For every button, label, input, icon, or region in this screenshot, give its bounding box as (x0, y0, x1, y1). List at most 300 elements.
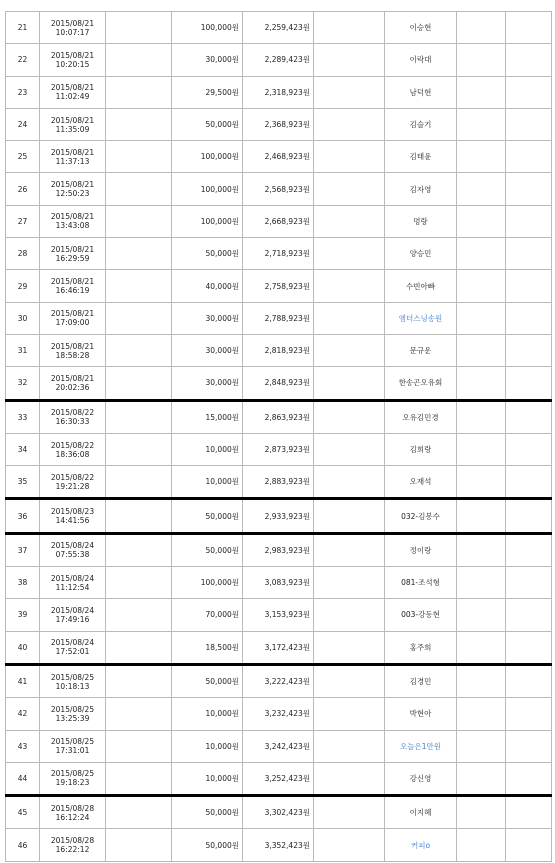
depositor-name-cell: 정이랑 (385, 533, 457, 566)
time-text: 17:09:00 (55, 318, 90, 328)
empty-cell (506, 76, 552, 108)
balance-cell: 3,232,423원 (243, 698, 314, 730)
empty-cell (314, 334, 385, 366)
table-row (6, 631, 552, 664)
row-number-cell: 36 (6, 499, 40, 533)
datetime-cell (40, 664, 106, 697)
depositor-name-cell: 박현아 (385, 698, 457, 730)
datetime-cell (40, 400, 106, 433)
empty-cell (457, 698, 506, 730)
empty-cell (106, 829, 172, 861)
balance-cell: 2,289,423원 (243, 44, 314, 76)
empty-cell (506, 302, 552, 334)
empty-cell (457, 829, 506, 861)
date-text: 2015/08/22 (50, 440, 95, 450)
row-number-cell: 32 (6, 367, 40, 400)
datetime-cell (40, 367, 106, 400)
datetime-cell (40, 108, 106, 140)
amount-cell: 100,000원 (172, 567, 243, 599)
empty-cell (314, 44, 385, 76)
empty-cell (314, 400, 385, 433)
row-number-cell: 26 (6, 173, 40, 205)
empty-cell (506, 762, 552, 795)
empty-cell (506, 205, 552, 237)
time-text: 17:31:01 (55, 746, 90, 756)
row-number-cell: 37 (6, 533, 40, 566)
empty-cell (106, 433, 172, 465)
row-number-cell: 34 (6, 433, 40, 465)
time-text: 10:18:13 (55, 681, 90, 691)
empty-cell (106, 631, 172, 664)
empty-cell (457, 205, 506, 237)
empty-cell (314, 631, 385, 664)
empty-cell (506, 796, 552, 829)
balance-cell: 2,848,923원 (243, 367, 314, 400)
table-row (6, 567, 552, 599)
datetime-cell (40, 567, 106, 599)
empty-cell (314, 238, 385, 270)
balance-cell: 2,933,923원 (243, 499, 314, 533)
depositor-name-cell: 커피o (385, 829, 457, 861)
empty-cell (506, 499, 552, 533)
balance-cell: 2,818,923원 (243, 334, 314, 366)
table-row (6, 698, 552, 730)
empty-cell (506, 829, 552, 861)
depositor-name-cell: 003-강동현 (385, 599, 457, 631)
row-number-cell: 46 (6, 829, 40, 861)
empty-cell (506, 567, 552, 599)
amount-cell: 50,000원 (172, 108, 243, 140)
amount-cell: 50,000원 (172, 499, 243, 533)
empty-cell (314, 533, 385, 566)
empty-cell (314, 762, 385, 795)
empty-cell (106, 141, 172, 173)
date-text: 2015/08/25 (50, 672, 95, 682)
datetime-cell (40, 44, 106, 76)
amount-cell: 50,000원 (172, 796, 243, 829)
time-text: 16:46:19 (55, 286, 90, 296)
amount-cell: 10,000원 (172, 762, 243, 795)
empty-cell (457, 302, 506, 334)
empty-cell (106, 76, 172, 108)
empty-cell (106, 238, 172, 270)
datetime-cell (40, 599, 106, 631)
time-text: 19:18:23 (55, 778, 90, 788)
empty-cell (506, 238, 552, 270)
empty-cell (457, 270, 506, 302)
balance-cell: 3,172,423원 (243, 631, 314, 664)
time-text: 11:02:49 (55, 92, 90, 102)
date-text: 2015/08/21 (50, 180, 95, 190)
table-row (6, 433, 552, 465)
balance-cell: 2,568,923원 (243, 173, 314, 205)
empty-cell (457, 664, 506, 697)
amount-cell: 50,000원 (172, 664, 243, 697)
time-text: 16:29:59 (55, 253, 90, 263)
depositor-name-cell: 김희랑 (385, 433, 457, 465)
table-row (6, 599, 552, 631)
table-row (6, 12, 552, 44)
empty-cell (106, 173, 172, 205)
empty-cell (314, 76, 385, 108)
balance-cell: 2,758,923원 (243, 270, 314, 302)
time-text: 20:02:36 (55, 382, 90, 392)
depositor-name-cell: 이락대 (385, 44, 457, 76)
time-text: 18:36:08 (55, 449, 90, 459)
table-row (6, 499, 552, 533)
depositor-name-cell: 멍랑 (385, 205, 457, 237)
amount-cell: 70,000원 (172, 599, 243, 631)
empty-cell (314, 367, 385, 400)
date-text: 2015/08/21 (50, 18, 95, 28)
empty-cell (106, 567, 172, 599)
datetime-cell (40, 76, 106, 108)
empty-cell (457, 12, 506, 44)
date-text: 2015/08/24 (50, 638, 95, 648)
time-text: 10:07:17 (55, 27, 90, 37)
empty-cell (314, 141, 385, 173)
date-text: 2015/08/21 (50, 277, 95, 287)
amount-cell: 30,000원 (172, 44, 243, 76)
amount-cell: 18,500원 (172, 631, 243, 664)
depositor-name-cell: 한송곤오유회 (385, 367, 457, 400)
balance-cell: 2,368,923원 (243, 108, 314, 140)
datetime-cell (40, 12, 106, 44)
depositor-name-cell: 수빈아빠 (385, 270, 457, 302)
date-text: 2015/08/25 (50, 704, 95, 714)
date-text: 2015/08/22 (50, 472, 95, 482)
row-number-cell: 43 (6, 730, 40, 762)
row-number-cell: 40 (6, 631, 40, 664)
empty-cell (457, 730, 506, 762)
table-row (6, 205, 552, 237)
empty-cell (506, 44, 552, 76)
empty-cell (506, 108, 552, 140)
date-text: 2015/08/24 (50, 541, 95, 551)
balance-cell: 3,252,423원 (243, 762, 314, 795)
datetime-cell (40, 499, 106, 533)
balance-cell: 3,242,423원 (243, 730, 314, 762)
empty-cell (506, 141, 552, 173)
row-number-cell: 44 (6, 762, 40, 795)
empty-cell (106, 664, 172, 697)
date-text: 2015/08/21 (50, 309, 95, 319)
time-text: 13:25:39 (55, 713, 90, 723)
time-text: 13:43:08 (55, 221, 90, 231)
balance-cell: 3,222,423원 (243, 664, 314, 697)
amount-cell: 10,000원 (172, 466, 243, 499)
row-number-cell: 42 (6, 698, 40, 730)
empty-cell (457, 108, 506, 140)
empty-cell (506, 12, 552, 44)
empty-cell (506, 433, 552, 465)
amount-cell: 30,000원 (172, 367, 243, 400)
table-row (6, 730, 552, 762)
depositor-name-cell: 032-김봉수 (385, 499, 457, 533)
datetime-cell (40, 533, 106, 566)
depositor-name-cell: 오유김민경 (385, 400, 457, 433)
empty-cell (106, 762, 172, 795)
amount-cell: 10,000원 (172, 698, 243, 730)
balance-cell: 2,718,923원 (243, 238, 314, 270)
row-number-cell: 28 (6, 238, 40, 270)
row-number-cell: 38 (6, 567, 40, 599)
table-row (6, 367, 552, 400)
empty-cell (506, 334, 552, 366)
date-text: 2015/08/23 (50, 507, 95, 517)
depositor-name-cell: 김경민 (385, 664, 457, 697)
empty-cell (314, 466, 385, 499)
row-number-cell: 22 (6, 44, 40, 76)
empty-cell (506, 698, 552, 730)
empty-cell (106, 367, 172, 400)
table-row (6, 829, 552, 861)
depositor-name-cell: 양승민 (385, 238, 457, 270)
balance-cell: 3,153,923원 (243, 599, 314, 631)
table-row (6, 533, 552, 566)
date-text: 2015/08/21 (50, 50, 95, 60)
empty-cell (314, 664, 385, 697)
time-text: 11:37:13 (55, 156, 90, 166)
empty-cell (506, 599, 552, 631)
empty-cell (106, 533, 172, 566)
balance-cell: 2,983,923원 (243, 533, 314, 566)
datetime-cell (40, 173, 106, 205)
table-row (6, 141, 552, 173)
empty-cell (314, 173, 385, 205)
table-row (6, 76, 552, 108)
empty-cell (457, 400, 506, 433)
row-number-cell: 30 (6, 302, 40, 334)
depositor-name-cell: 엠더스닝송원 (385, 302, 457, 334)
empty-cell (457, 367, 506, 400)
date-text: 2015/08/25 (50, 737, 95, 747)
empty-cell (457, 796, 506, 829)
empty-cell (506, 466, 552, 499)
amount-cell: 50,000원 (172, 829, 243, 861)
empty-cell (314, 108, 385, 140)
empty-cell (506, 270, 552, 302)
empty-cell (457, 567, 506, 599)
table-row (6, 173, 552, 205)
datetime-cell (40, 433, 106, 465)
datetime-cell (40, 302, 106, 334)
empty-cell (314, 698, 385, 730)
depositor-name-cell: 김슬기 (385, 108, 457, 140)
row-number-cell: 21 (6, 12, 40, 44)
table-row (6, 270, 552, 302)
row-number-cell: 25 (6, 141, 40, 173)
time-text: 19:21:28 (55, 481, 90, 491)
empty-cell (506, 533, 552, 566)
datetime-cell (40, 334, 106, 366)
empty-cell (106, 599, 172, 631)
date-text: 2015/08/24 (50, 573, 95, 583)
datetime-cell (40, 829, 106, 861)
empty-cell (106, 302, 172, 334)
date-text: 2015/08/21 (50, 244, 95, 254)
table-row (6, 796, 552, 829)
table-row (6, 400, 552, 433)
datetime-cell (40, 796, 106, 829)
row-number-cell: 35 (6, 466, 40, 499)
row-number-cell: 45 (6, 796, 40, 829)
empty-cell (106, 334, 172, 366)
table-row (6, 334, 552, 366)
row-number-cell: 33 (6, 400, 40, 433)
datetime-cell (40, 238, 106, 270)
donation-ledger-table (5, 11, 552, 862)
empty-cell (314, 270, 385, 302)
depositor-name-cell: 홍주희 (385, 631, 457, 664)
time-text: 12:50:23 (55, 189, 90, 199)
time-text: 07:55:38 (55, 550, 90, 560)
time-text: 10:20:15 (55, 59, 90, 69)
empty-cell (506, 367, 552, 400)
empty-cell (506, 400, 552, 433)
depositor-name-cell: 강신영 (385, 762, 457, 795)
empty-cell (314, 433, 385, 465)
amount-cell: 15,000원 (172, 400, 243, 433)
empty-cell (314, 829, 385, 861)
empty-cell (314, 205, 385, 237)
row-number-cell: 23 (6, 76, 40, 108)
row-number-cell: 29 (6, 270, 40, 302)
amount-cell: 100,000원 (172, 12, 243, 44)
balance-cell: 2,883,923원 (243, 466, 314, 499)
date-text: 2015/08/21 (50, 373, 95, 383)
balance-cell: 3,302,423원 (243, 796, 314, 829)
datetime-cell (40, 466, 106, 499)
balance-cell: 2,873,923원 (243, 433, 314, 465)
table-row (6, 108, 552, 140)
balance-cell: 2,863,923원 (243, 400, 314, 433)
datetime-cell (40, 631, 106, 664)
datetime-cell (40, 205, 106, 237)
empty-cell (106, 466, 172, 499)
date-text: 2015/08/21 (50, 341, 95, 351)
amount-cell: 50,000원 (172, 238, 243, 270)
empty-cell (506, 173, 552, 205)
empty-cell (106, 12, 172, 44)
empty-cell (106, 108, 172, 140)
empty-cell (106, 205, 172, 237)
balance-cell: 2,259,423원 (243, 12, 314, 44)
depositor-name-cell: 이지혜 (385, 796, 457, 829)
empty-cell (106, 730, 172, 762)
balance-cell: 2,668,923원 (243, 205, 314, 237)
amount-cell: 40,000원 (172, 270, 243, 302)
empty-cell (457, 173, 506, 205)
date-text: 2015/08/21 (50, 83, 95, 93)
empty-cell (314, 567, 385, 599)
empty-cell (506, 631, 552, 664)
amount-cell: 30,000원 (172, 302, 243, 334)
date-text: 2015/08/25 (50, 769, 95, 779)
amount-cell: 100,000원 (172, 173, 243, 205)
empty-cell (457, 334, 506, 366)
depositor-name-cell: 문규운 (385, 334, 457, 366)
depositor-name-cell: 081-조석형 (385, 567, 457, 599)
empty-cell (106, 698, 172, 730)
empty-cell (106, 270, 172, 302)
time-text: 17:52:01 (55, 647, 90, 657)
time-text: 11:35:09 (55, 124, 90, 134)
time-text: 11:12:54 (55, 582, 90, 592)
amount-cell: 10,000원 (172, 730, 243, 762)
table-row (6, 664, 552, 697)
date-text: 2015/08/21 (50, 147, 95, 157)
empty-cell (457, 499, 506, 533)
empty-cell (457, 76, 506, 108)
date-text: 2015/08/21 (50, 212, 95, 222)
table-row (6, 302, 552, 334)
empty-cell (106, 44, 172, 76)
empty-cell (457, 533, 506, 566)
depositor-name-cell: 남덕현 (385, 76, 457, 108)
amount-cell: 30,000원 (172, 334, 243, 366)
empty-cell (457, 433, 506, 465)
empty-cell (506, 664, 552, 697)
empty-cell (314, 730, 385, 762)
row-number-cell: 27 (6, 205, 40, 237)
depositor-name-cell: 오늘은1만원 (385, 730, 457, 762)
balance-cell: 2,788,923원 (243, 302, 314, 334)
row-number-cell: 31 (6, 334, 40, 366)
table-row (6, 466, 552, 499)
empty-cell (106, 499, 172, 533)
depositor-name-cell: 김태윤 (385, 141, 457, 173)
datetime-cell (40, 698, 106, 730)
empty-cell (314, 302, 385, 334)
row-number-cell: 24 (6, 108, 40, 140)
balance-cell: 2,468,923원 (243, 141, 314, 173)
empty-cell (457, 599, 506, 631)
empty-cell (106, 796, 172, 829)
table-row (6, 44, 552, 76)
amount-cell: 10,000원 (172, 433, 243, 465)
date-text: 2015/08/22 (50, 408, 95, 418)
depositor-name-cell: 오재석 (385, 466, 457, 499)
balance-cell: 2,318,923원 (243, 76, 314, 108)
date-text: 2015/08/28 (50, 803, 95, 813)
time-text: 14:41:56 (55, 516, 90, 526)
balance-cell: 3,352,423원 (243, 829, 314, 861)
time-text: 16:22:12 (55, 845, 90, 855)
table-row (6, 238, 552, 270)
empty-cell (506, 730, 552, 762)
date-text: 2015/08/21 (50, 115, 95, 125)
table-row (6, 762, 552, 795)
time-text: 17:49:16 (55, 614, 90, 624)
time-text: 16:12:24 (55, 812, 90, 822)
row-number-cell: 41 (6, 664, 40, 697)
amount-cell: 100,000원 (172, 141, 243, 173)
empty-cell (457, 631, 506, 664)
empty-cell (314, 599, 385, 631)
datetime-cell (40, 270, 106, 302)
time-text: 16:30:33 (55, 417, 90, 427)
ledger-body (6, 12, 552, 862)
empty-cell (457, 466, 506, 499)
depositor-name-cell: 이승현 (385, 12, 457, 44)
empty-cell (106, 400, 172, 433)
amount-cell: 100,000원 (172, 205, 243, 237)
date-text: 2015/08/24 (50, 605, 95, 615)
empty-cell (457, 762, 506, 795)
row-number-cell: 39 (6, 599, 40, 631)
amount-cell: 50,000원 (172, 533, 243, 566)
